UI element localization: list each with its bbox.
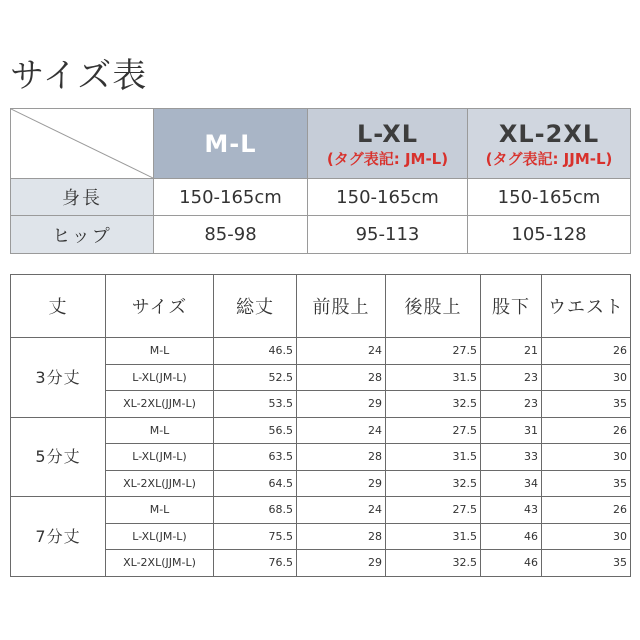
size-column-header-xl2xl [468,109,631,179]
height-row [11,179,631,216]
inseam-cell: 46 [481,550,542,577]
size-cell: L-XL(JM-L) [106,523,214,550]
waist-cell: 30 [542,444,631,471]
total-length-cell: 52.5 [214,364,297,391]
total-length-cell: 46.5 [214,338,297,365]
back-rise-cell: 32.5 [386,550,481,577]
height-value: 150-165cm [468,179,631,216]
inseam-header: 股下 [481,275,542,338]
inseam-cell: 23 [481,364,542,391]
inseam-cell: 31 [481,417,542,444]
total-length-cell: 56.5 [214,417,297,444]
height-value: 150-165cm [154,179,308,216]
height-value: 150-165cm [308,179,468,216]
length-group-label: 7分丈 [11,497,106,577]
size-cell: M-L [106,497,214,524]
length-header: 丈 [11,275,106,338]
waist-cell: 26 [542,417,631,444]
back-rise-header: 後股上 [386,275,481,338]
size-header-row [11,109,631,179]
back-rise-cell: 31.5 [386,444,481,471]
size-cell: XL-2XL(JJM-L) [106,550,214,577]
front-rise-cell: 29 [297,391,386,418]
measure-row [11,497,631,524]
length-group-label: 5分丈 [11,417,106,497]
front-rise-cell: 29 [297,550,386,577]
corner-cell [11,109,154,179]
measure-body [11,338,631,577]
inseam-cell: 23 [481,391,542,418]
waist-header: ウエスト [542,275,631,338]
back-rise-cell: 31.5 [386,523,481,550]
front-rise-cell: 24 [297,338,386,365]
size-cell: XL-2XL(JJM-L) [106,470,214,497]
total-length-header: 総丈 [214,275,297,338]
total-length-cell: 76.5 [214,550,297,577]
waist-cell: 35 [542,550,631,577]
total-length-cell: 68.5 [214,497,297,524]
size-cell: M-L [106,417,214,444]
row-label-height: 身長 [11,179,154,216]
diagonal-line [11,109,153,178]
size-name: L-XL [356,119,419,148]
total-length-cell: 75.5 [214,523,297,550]
measure-row [11,417,631,444]
back-rise-cell: 27.5 [386,417,481,444]
waist-cell: 26 [542,497,631,524]
waist-cell: 30 [542,364,631,391]
front-rise-header: 前股上 [297,275,386,338]
front-rise-cell: 28 [297,523,386,550]
back-rise-cell: 27.5 [386,497,481,524]
front-rise-cell: 24 [297,497,386,524]
waist-cell: 35 [542,391,631,418]
inseam-cell: 21 [481,338,542,365]
row-label-hip: ヒップ [11,216,154,254]
measure-row [11,338,631,365]
back-rise-cell: 32.5 [386,470,481,497]
hip-row [11,216,631,254]
size-cell: L-XL(JM-L) [106,444,214,471]
size-cell: M-L [106,338,214,365]
size-column-header-lxl [308,109,468,179]
measurement-table [10,274,631,577]
page-title: サイズ表 [10,56,148,96]
inseam-cell: 34 [481,470,542,497]
total-length-cell: 64.5 [214,470,297,497]
front-rise-cell: 24 [297,417,386,444]
waist-cell: 35 [542,470,631,497]
size-table [10,108,631,254]
size-column-header-ml [154,109,308,179]
back-rise-cell: 32.5 [386,391,481,418]
hip-value: 105-128 [468,216,631,254]
waist-cell: 30 [542,523,631,550]
inseam-cell: 46 [481,523,542,550]
size-name: M-L [204,129,257,158]
total-length-cell: 53.5 [214,391,297,418]
hip-value: 95-113 [308,216,468,254]
inseam-cell: 43 [481,497,542,524]
size-cell: XL-2XL(JJM-L) [106,391,214,418]
front-rise-cell: 29 [297,470,386,497]
tag-note: (タグ表記: JJM-L) [485,149,613,168]
size-cell: L-XL(JM-L) [106,364,214,391]
size-header: サイズ [106,275,214,338]
size-name: XL-2XL [498,119,600,148]
hip-value: 85-98 [154,216,308,254]
front-rise-cell: 28 [297,364,386,391]
inseam-cell: 33 [481,444,542,471]
waist-cell: 26 [542,338,631,365]
back-rise-cell: 31.5 [386,364,481,391]
back-rise-cell: 27.5 [386,338,481,365]
length-group-label: 3分丈 [11,338,106,418]
front-rise-cell: 28 [297,444,386,471]
total-length-cell: 63.5 [214,444,297,471]
tag-note: (タグ表記: JM-L) [326,149,449,168]
measure-header-row [11,275,631,338]
